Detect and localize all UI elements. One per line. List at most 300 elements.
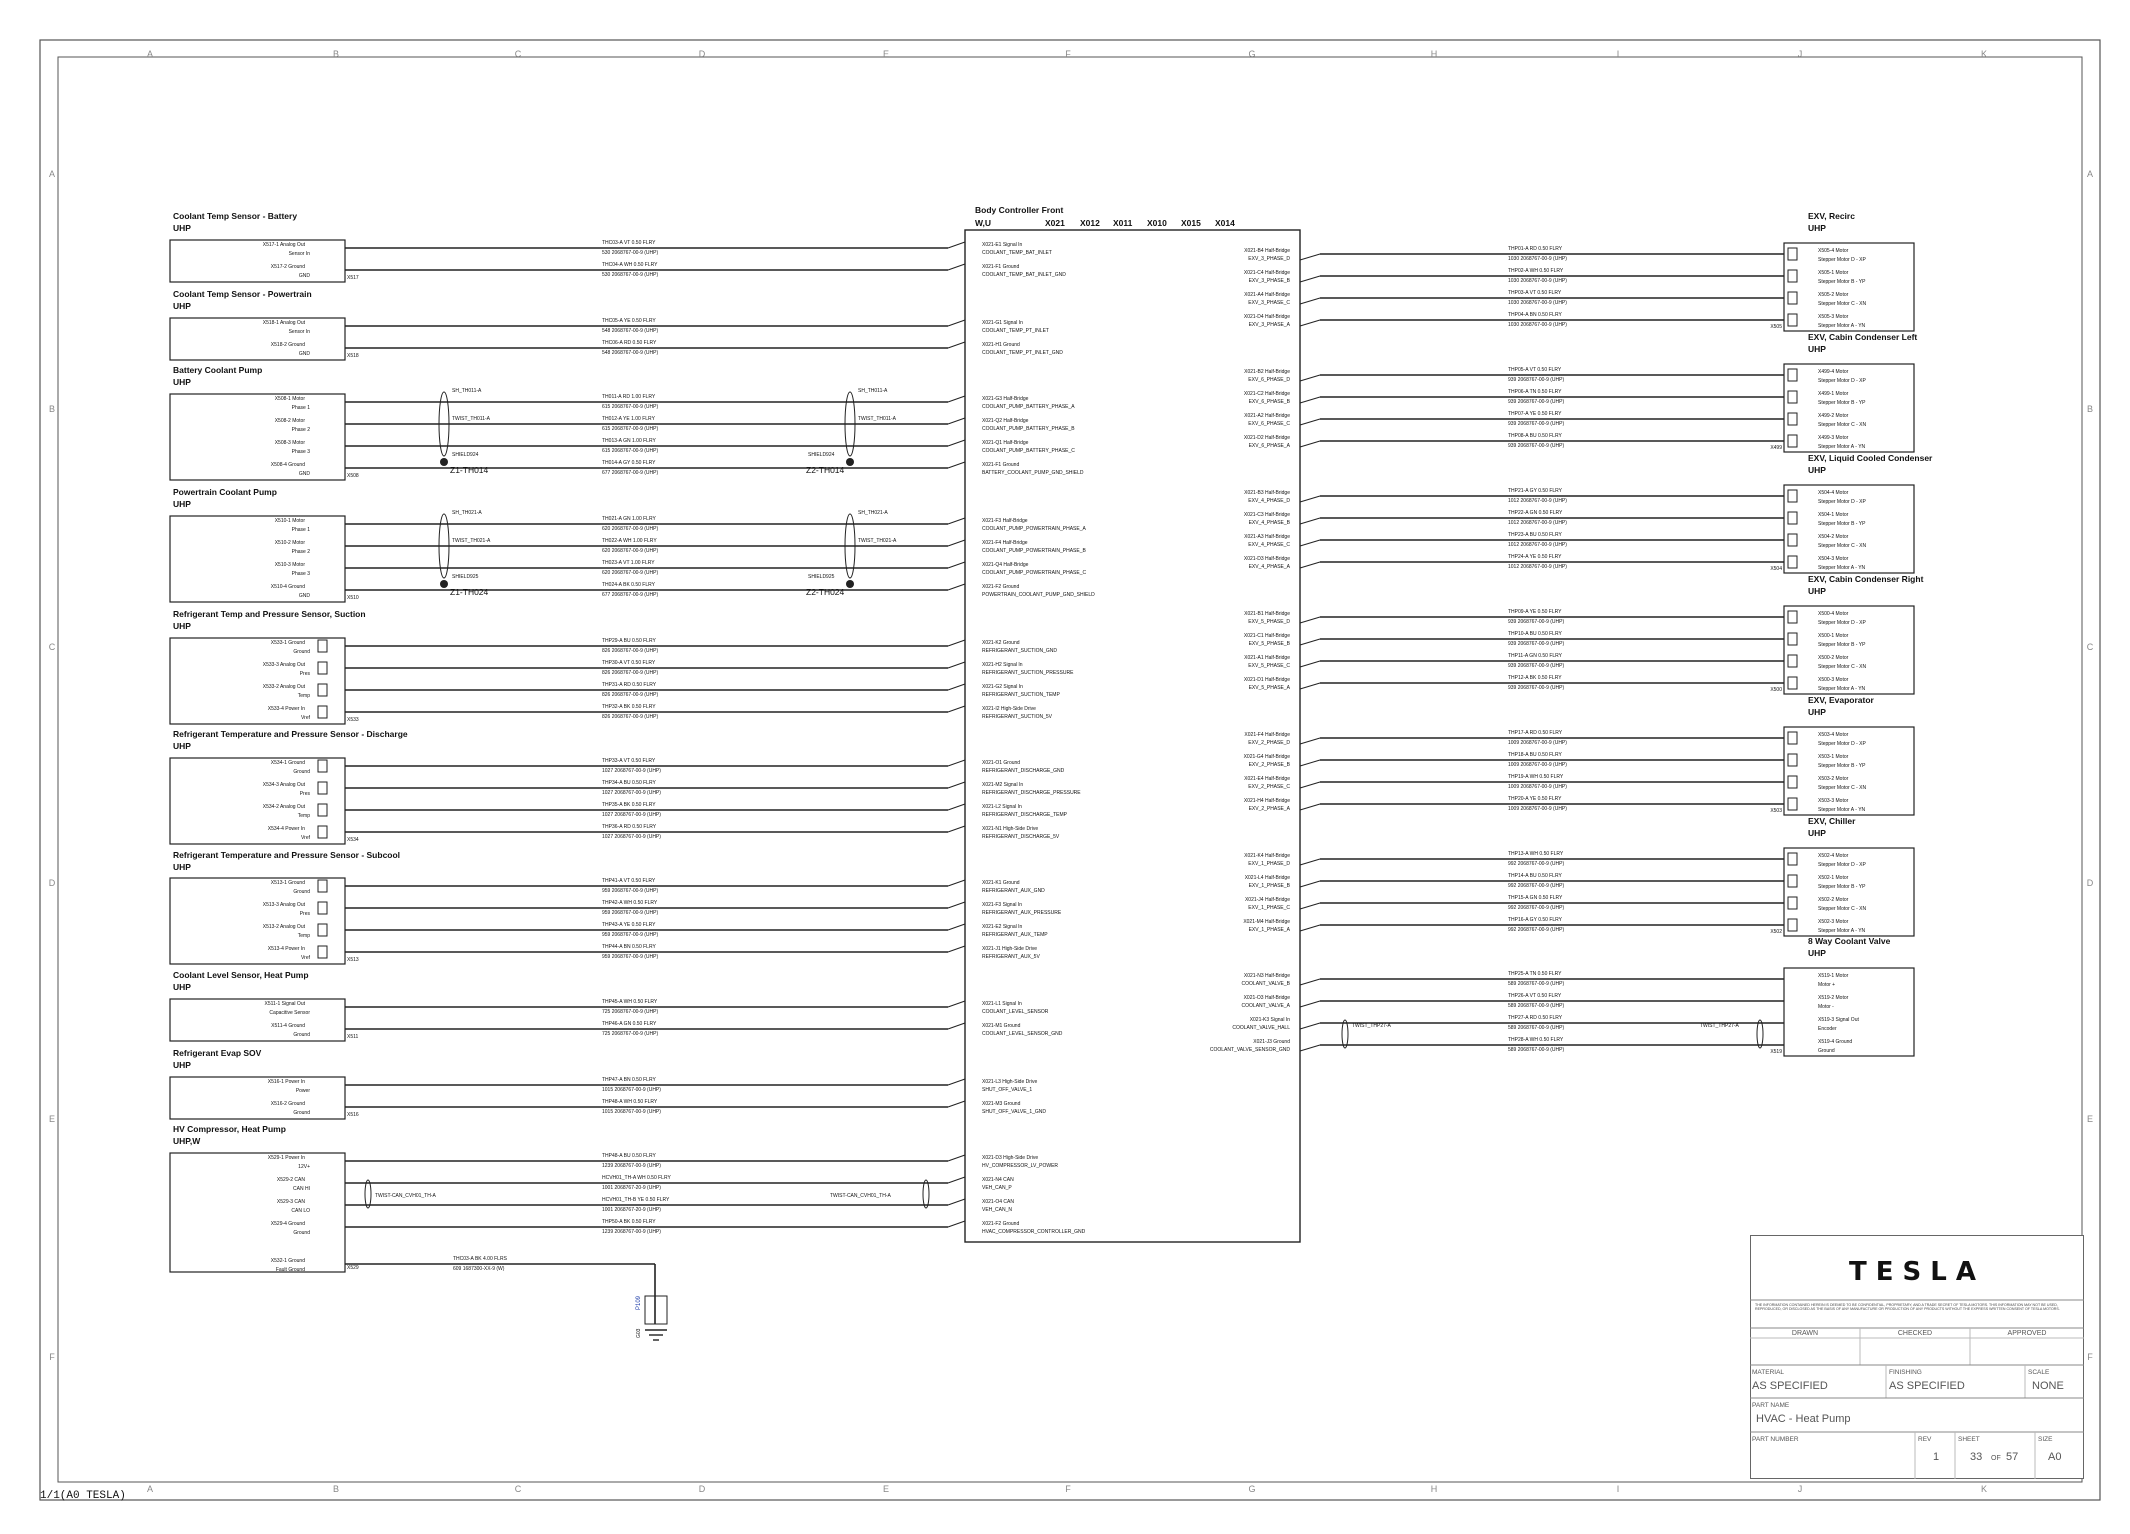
wire-label: THP17-A RD 0.50 FLRY <box>1508 730 1563 736</box>
right-components <box>1300 211 1933 1056</box>
pin-function: Vref <box>301 955 310 961</box>
pin-name: X534-1 Ground <box>270 760 305 766</box>
wire-part: 677 2068767-00-9 (UHP) <box>602 470 659 476</box>
grid-row-right: A <box>2086 169 2094 179</box>
controller-signal: COOLANT_VALVE_B <box>1241 981 1290 987</box>
pin-function: Stepper Motor B - YP <box>1818 642 1866 648</box>
wire-label: THC03-A BK 4.00 FLRS <box>453 1256 507 1262</box>
pin-name: X511-1 Signal Out <box>264 1001 305 1007</box>
controller-signal: REFRIGERANT_AUX_5V <box>982 954 1040 960</box>
pin-name: X505-3 Motor <box>1818 314 1849 320</box>
controller-pin: X021-G2 Signal In <box>982 684 1023 690</box>
controller-pin: X021-N4 CAN <box>982 1177 1014 1183</box>
wire-part: 959 2068767-00-9 (UHP) <box>602 932 659 938</box>
controller-pin: X021-L2 Signal In <box>982 804 1022 810</box>
pin-name: X499-1 Motor <box>1818 391 1849 397</box>
grid-col-top: H <box>1430 49 1438 59</box>
pin-box <box>1788 270 1797 282</box>
pin-name: X510-1 Motor <box>274 518 305 524</box>
grid-col-bottom: F <box>1065 1484 1071 1494</box>
wire-part: 959 2068767-00-9 (UHP) <box>602 910 659 916</box>
controller-pin: X021-D1 Half-Bridge <box>1243 677 1290 683</box>
connector-id: X534 <box>347 837 359 843</box>
left-component <box>170 1048 965 1119</box>
wire-part: 1015 2068767-00-9 (UHP) <box>602 1109 661 1115</box>
wire-label: THP33-A VT 0.50 FLRY <box>602 758 656 764</box>
controller-title: Body Controller Front <box>975 205 1064 215</box>
controller-signal: COOLANT_VALVE_SENSOR_GND <box>1209 1047 1290 1053</box>
controller-pin: X021-O3 Half-Bridge <box>1243 995 1290 1001</box>
wire-label: TH011-A RD 1.00 FLRY <box>602 394 656 400</box>
grid-row-right: D <box>2086 878 2094 888</box>
wire-break <box>1300 441 1320 447</box>
grid-col-top: J <box>1797 49 1803 59</box>
sensor-pin-box <box>318 684 327 696</box>
twist-label: TWIST_TH011-A <box>858 416 896 422</box>
wire-part: 620 2068767-00-9 (UHP) <box>602 548 659 554</box>
component-subtitle: UHP <box>1808 586 1826 596</box>
wire-part: 615 2068767-00-9 (UHP) <box>602 404 659 410</box>
twist-label: TWIST_TH021-A <box>452 538 491 544</box>
wire-break <box>948 418 965 424</box>
wire-part: 615 2068767-00-9 (UHP) <box>602 426 659 432</box>
sensor-pin-box <box>318 880 327 892</box>
controller-signal: COOLANT_LEVEL_SENSOR_GND <box>982 1031 1063 1037</box>
wire-part: 530 2068767-00-9 (UHP) <box>602 272 659 278</box>
controller-pin: X021-F3 Half-Bridge <box>982 518 1028 524</box>
pin-function: Ground <box>1818 1048 1835 1054</box>
material-label: MATERIAL <box>1752 1369 1785 1376</box>
pin-name: X504-4 Motor <box>1818 490 1849 496</box>
controller-signal: HV_COMPRESSOR_LV_POWER <box>982 1163 1059 1169</box>
wire-label: THP34-A BU 0.50 FLRY <box>602 780 656 786</box>
controller-pin: X021-M3 Ground <box>982 1101 1021 1107</box>
part-name-value: HVAC - Heat Pump <box>1756 1413 1851 1425</box>
sensor-pin-box <box>318 706 327 718</box>
pin-name: X510-2 Motor <box>274 540 305 546</box>
pin-function: Encoder <box>1818 1026 1837 1032</box>
controller-signal: EXV_6_PHASE_C <box>1248 421 1290 427</box>
pin-box <box>1788 369 1797 381</box>
component-subtitle: UHP <box>173 621 191 631</box>
size-label: SIZE <box>2038 1436 2053 1443</box>
sensor-pin-box <box>318 924 327 936</box>
pin-function: Temp <box>297 813 310 819</box>
wire-break <box>1300 859 1320 865</box>
shield-drain-dot <box>846 580 854 588</box>
pin-box <box>1788 490 1797 502</box>
checked-label: CHECKED <box>1897 1330 1933 1337</box>
shield-drain-dot <box>440 458 448 466</box>
wire-break <box>948 320 965 326</box>
controller-pin: X021-A3 Half-Bridge <box>1244 534 1290 540</box>
pin-function: Stepper Motor A - YN <box>1818 323 1866 329</box>
component-title: Refrigerant Evap SOV <box>173 1048 262 1058</box>
pin-name: X499-2 Motor <box>1818 413 1849 419</box>
grid-col-top: E <box>882 49 890 59</box>
pin-name: X529-2 CAN <box>276 1177 305 1183</box>
wire-break <box>1300 683 1320 689</box>
component-subtitle: UHP <box>1808 707 1826 717</box>
wire-label: TH024-A BK 0.50 FLRY <box>602 582 655 588</box>
wire-part: 677 2068767-00-9 (UHP) <box>602 592 659 598</box>
right-component <box>1300 453 1933 573</box>
controller-pin: X021-F3 Signal In <box>982 902 1023 908</box>
pin-box <box>1788 391 1797 403</box>
controller-pin: X021-E1 Signal In <box>982 242 1023 248</box>
pin-function: Stepper Motor C - XN <box>1818 785 1867 791</box>
shield-label: SH_TH011-A <box>452 388 482 394</box>
component-subtitle: UHP <box>1808 828 1826 838</box>
part-number-label: PART NUMBER <box>1752 1436 1799 1443</box>
pin-function: Stepper Motor A - YN <box>1818 565 1866 571</box>
wire-part: 1012 2068767-00-9 (UHP) <box>1508 520 1567 526</box>
component-subtitle: UHP <box>173 862 191 872</box>
wire-label: THC06-A RD 0.50 FLRY <box>602 340 657 346</box>
pin-name: X533-4 Power In <box>267 706 305 712</box>
wire-label: THP08-A BU 0.50 FLRY <box>1508 433 1562 439</box>
pin-function: Stepper Motor A - YN <box>1818 928 1866 934</box>
controller-signal: EXV_4_PHASE_C <box>1248 542 1290 548</box>
wire-label: THP30-A VT 0.50 FLRY <box>602 660 656 666</box>
wire-part: 939 2068767-00-9 (UHP) <box>1508 641 1565 647</box>
pin-name: X519-2 Motor <box>1818 995 1849 1001</box>
wire-label: THP48-A WH 0.50 FLRY <box>602 1099 658 1105</box>
pin-name: X533-3 Analog Out <box>262 662 305 668</box>
component-box <box>170 318 345 360</box>
controller-signal: EXV_1_PHASE_A <box>1248 927 1290 933</box>
finishing-label: FINISHING <box>1889 1369 1922 1376</box>
controller-signal: EXV_3_PHASE_A <box>1248 322 1290 328</box>
component-title: EXV, Cabin Condenser Right <box>1808 574 1924 584</box>
can-twist-label: TWIST-CAN_CVH01_TH-A <box>830 1193 891 1199</box>
wire-part: 548 2068767-00-9 (UHP) <box>602 328 659 334</box>
pin-function: Pres <box>299 911 310 917</box>
controller-signal: REFRIGERANT_DISCHARGE_5V <box>982 834 1060 840</box>
wire-part: 939 2068767-00-9 (UHP) <box>1508 663 1565 669</box>
grid-col-bottom: G <box>1248 1484 1256 1494</box>
pin-name: X533-1 Ground <box>270 640 305 646</box>
wire-break <box>948 684 965 690</box>
grid-row-left: C <box>48 642 56 652</box>
wire-break <box>1300 518 1320 524</box>
wire-label: TH023-A VT 1.00 FLRY <box>602 560 655 566</box>
component-subtitle: UHP <box>173 377 191 387</box>
controller-signal: COOLANT_PUMP_POWERTRAIN_PHASE_C <box>982 570 1087 576</box>
pin-box <box>1788 853 1797 865</box>
controller-pin: X021-F1 Ground <box>982 462 1020 468</box>
controller-pin: X021-C4 Half-Bridge <box>1243 270 1290 276</box>
wire-label: THP01-A RD 0.50 FLRY <box>1508 246 1563 252</box>
controller-signal: EXV_2_PHASE_D <box>1248 740 1290 746</box>
component-title: Refrigerant Temperature and Pressure Sensor - Discharge <box>173 729 408 739</box>
controller-pin: X021-F2 Ground <box>982 584 1020 590</box>
controller-signal: COOLANT_LEVEL_SENSOR <box>982 1009 1049 1015</box>
wire-break <box>1300 738 1320 744</box>
pin-name: X516-2 Ground <box>270 1101 305 1107</box>
can-twist <box>923 1180 929 1208</box>
pin-function: Fault Ground <box>275 1267 305 1273</box>
connector-id: X516 <box>347 1112 359 1118</box>
controller-pin: X021-G1 Signal In <box>982 320 1023 326</box>
wire-break <box>948 760 965 766</box>
part-name-label: PART NAME <box>1752 1402 1790 1409</box>
wire-label: THP27-A RD 0.50 FLRY <box>1508 1015 1563 1021</box>
pin-function: Stepper Motor D - XP <box>1818 862 1866 868</box>
grid-col-bottom: D <box>698 1484 706 1494</box>
valve-twist-label: TWIST_THP27-A <box>1700 1023 1739 1029</box>
right-component <box>1300 211 1914 331</box>
controller-pin: X021-M4 Half-Bridge <box>1243 919 1290 925</box>
title-block <box>1750 1235 2084 1479</box>
sheet-total: 57 <box>2006 1451 2019 1463</box>
wire-break <box>948 440 965 446</box>
pin-function: Ground <box>293 769 310 775</box>
connector-id: X499 <box>1770 445 1782 451</box>
wire-label: THP11-A GN 0.50 FLRY <box>1508 653 1563 659</box>
component-title: 8 Way Coolant Valve <box>1808 936 1891 946</box>
pin-name: X510-4 Ground <box>270 584 305 590</box>
wire-part: 1012 2068767-00-9 (UHP) <box>1508 564 1567 570</box>
grid-row-left: E <box>48 1114 56 1124</box>
controller-pin: X021-D3 High-Side Drive <box>982 1155 1039 1161</box>
splice-id: Z1-TH024 <box>450 587 489 597</box>
wire-label: THP32-A BK 0.50 FLRY <box>602 704 656 710</box>
grid-col-bottom: E <box>882 1484 890 1494</box>
sensor-pin-box <box>318 826 327 838</box>
pin-box <box>1788 655 1797 667</box>
pin-function: Phase 2 <box>291 427 310 433</box>
wire-break <box>1300 903 1320 909</box>
can-twist <box>365 1180 371 1208</box>
controller-pin: X021-C3 Half-Bridge <box>1243 512 1290 518</box>
wire-label: TH022-A WH 1.00 FLRY <box>602 538 657 544</box>
pin-function: Stepper Motor C - XN <box>1818 664 1867 670</box>
wire-break <box>948 1079 965 1085</box>
wire-part: 826 2068767-00-9 (UHP) <box>602 648 659 654</box>
controller-signal: VEH_CAN_N <box>982 1207 1013 1213</box>
pin-name: X534-2 Analog Out <box>262 804 305 810</box>
controller-signal: EXV_4_PHASE_D <box>1248 498 1290 504</box>
pin-function: Stepper Motor B - YP <box>1818 400 1866 406</box>
pin-function: 12V+ <box>298 1164 310 1170</box>
controller-pin: X021-L1 Signal In <box>982 1001 1022 1007</box>
controller-signal: EXV_5_PHASE_D <box>1248 619 1290 625</box>
pin-name: X532-1 Ground <box>270 1258 305 1264</box>
wire-label: TH012-A YE 1.00 FLRY <box>602 416 655 422</box>
wire-part: 1239 2068767-00-9 (UHP) <box>602 1163 661 1169</box>
left-component <box>170 850 965 964</box>
can-twist-label: TWIST-CAN_CVH01_TH-A <box>375 1193 436 1199</box>
grid-col-bottom: A <box>146 1484 154 1494</box>
shield-drain-dot <box>846 458 854 466</box>
controller-pin: X021-N1 High-Side Drive <box>982 826 1039 832</box>
controller-pin: X021-F4 Half-Bridge <box>982 540 1028 546</box>
wire-part: 959 2068767-00-9 (UHP) <box>602 888 659 894</box>
pin-box <box>1788 534 1797 546</box>
controller-pin: X021-C1 Half-Bridge <box>1243 633 1290 639</box>
wire-break <box>948 518 965 524</box>
controller-signal: EXV_2_PHASE_A <box>1248 806 1290 812</box>
controller-signal: COOLANT_TEMP_PT_INLET <box>982 328 1049 334</box>
grid-row-left: F <box>49 1352 55 1362</box>
pin-box <box>1788 248 1797 260</box>
controller-pin: X021-J3 Ground <box>1253 1039 1290 1045</box>
connector-id: X513 <box>347 957 359 963</box>
controller-pin: X021-O4 CAN <box>982 1199 1014 1205</box>
component-subtitle: UHP <box>1808 223 1826 233</box>
wire-label: THP26-A VT 0.50 FLRY <box>1508 993 1562 999</box>
grid-row-left: A <box>48 169 56 179</box>
component-title: HV Compressor, Heat Pump <box>173 1124 286 1134</box>
pin-name: X500-4 Motor <box>1818 611 1849 617</box>
pin-name: X513-2 Analog Out <box>262 924 305 930</box>
component-box <box>170 240 345 282</box>
wire-part: 1015 2068767-00-9 (UHP) <box>602 1087 661 1093</box>
wire-break <box>1300 419 1320 425</box>
controller-connector: X010 <box>1147 218 1167 228</box>
pin-name: X511-4 Ground <box>271 1023 305 1029</box>
grid-col-top: G <box>1248 49 1256 59</box>
wire-label: THP03-A VT 0.50 FLRY <box>1508 290 1562 296</box>
controller-signal: COOLANT_TEMP_PT_INLET_GND <box>982 350 1063 356</box>
wire-break <box>1300 397 1320 403</box>
wire-part: 1030 2068767-00-9 (UHP) <box>1508 256 1567 262</box>
wire-break <box>948 396 965 402</box>
component-box <box>170 878 345 964</box>
grid-row-right: B <box>2086 404 2094 414</box>
wire-part: 1030 2068767-00-9 (UHP) <box>1508 278 1567 284</box>
pin-name: X502-1 Motor <box>1818 875 1849 881</box>
component-title: EXV, Cabin Condenser Left <box>1808 332 1918 342</box>
component-box <box>170 394 345 480</box>
sheet-label: SHEET <box>1958 1436 1980 1443</box>
right-component <box>1300 574 1924 694</box>
pin-function: Phase 1 <box>291 405 310 411</box>
sensor-pin-box <box>318 782 327 794</box>
wire-part: 609 1687300-XX-9 (W) <box>453 1266 505 1272</box>
controller-signal: EXV_2_PHASE_B <box>1248 762 1290 768</box>
connector-id: X504 <box>1770 566 1782 572</box>
connector-id: X519 <box>1770 1049 1782 1055</box>
controller-signal: EXV_3_PHASE_C <box>1248 300 1290 306</box>
pin-name: X510-3 Motor <box>274 562 305 568</box>
controller-pin: X021-A4 Half-Bridge <box>1244 292 1290 298</box>
wire-label: THC05-A YE 0.50 FLRY <box>602 318 656 324</box>
material-value: AS SPECIFIED <box>1752 1380 1828 1392</box>
pin-function: Ground <box>293 1230 310 1236</box>
wire-label: THP35-A BK 0.50 FLRY <box>602 802 656 808</box>
pin-name: X503-3 Motor <box>1818 798 1849 804</box>
wire-part: 1030 2068767-00-9 (UHP) <box>1508 300 1567 306</box>
pin-function: Sensor In <box>288 251 310 257</box>
pin-function: GND <box>298 593 310 599</box>
component-box <box>170 758 345 844</box>
approved-label: APPROVED <box>2007 1330 2047 1337</box>
wire-part: 1009 2068767-00-9 (UHP) <box>1508 806 1567 812</box>
controller-signal: REFRIGERANT_AUX_TEMP <box>982 932 1048 938</box>
controller-signal: EXV_6_PHASE_A <box>1248 443 1290 449</box>
grid-col-bottom: C <box>514 1484 522 1494</box>
pin-function: Temp <box>297 693 310 699</box>
wire-break <box>1300 979 1320 985</box>
component-title: EXV, Chiller <box>1808 816 1856 826</box>
wire-part: 1009 2068767-00-9 (UHP) <box>1508 740 1567 746</box>
wire-label: THP24-A YE 0.50 FLRY <box>1508 554 1562 560</box>
controller-signal: SHUT_OFF_VALVE_1 <box>982 1087 1033 1093</box>
controller-pin: X021-H4 Half-Bridge <box>1243 798 1290 804</box>
controller-pin: X021-K4 Half-Bridge <box>1244 853 1290 859</box>
pin-name: X504-2 Motor <box>1818 534 1849 540</box>
controller-signal: REFRIGERANT_DISCHARGE_GND <box>982 768 1065 774</box>
wire-part: 1027 2068767-00-9 (UHP) <box>602 790 661 796</box>
grid-row-left: D <box>48 878 56 888</box>
component-subtitle: UHP <box>173 741 191 751</box>
wire-break <box>1300 540 1320 546</box>
controller-pin: X021-F1 Ground <box>982 264 1020 270</box>
component-subtitle: UHP <box>173 499 191 509</box>
connector-id: X503 <box>1770 808 1782 814</box>
component-title: Coolant Temp Sensor - Battery <box>173 211 298 221</box>
grid-col-top: C <box>514 49 522 59</box>
wire-break <box>1300 639 1320 645</box>
pin-function: Phase 3 <box>291 571 310 577</box>
grid-row-left: B <box>48 404 56 414</box>
ground-point-id: P109 <box>636 1295 642 1310</box>
connector-id: X533 <box>347 717 359 723</box>
valve-twist-label: TWIST_THP27-A <box>1352 1023 1391 1029</box>
pin-box <box>1788 435 1797 447</box>
component-subtitle: UHP <box>1808 465 1826 475</box>
controller-signal: COOLANT_TEMP_BAT_INLET_GND <box>982 272 1066 278</box>
wire-part: 1030 2068767-00-9 (UHP) <box>1508 322 1567 328</box>
wire-part: 826 2068767-00-9 (UHP) <box>602 670 659 676</box>
pin-name: X534-3 Analog Out <box>262 782 305 788</box>
controller-pin: X021-J4 Half-Bridge <box>1244 897 1290 903</box>
grid-col-top: A <box>146 49 154 59</box>
wire-part: 725 2068767-00-9 (UHP) <box>602 1031 659 1037</box>
pin-name: X529-1 Power In <box>267 1155 305 1161</box>
pin-function: Power <box>295 1088 310 1094</box>
wire-label: THP16-A GY 0.50 FLRY <box>1508 917 1563 923</box>
wire-label: THP22-A GN 0.50 FLRY <box>1508 510 1563 516</box>
controller-pin: X021-D2 Half-Bridge <box>1243 435 1290 441</box>
wire-part: 826 2068767-00-9 (UHP) <box>602 714 659 720</box>
pin-function: Vref <box>301 715 310 721</box>
controller-pin: X021-N3 Half-Bridge <box>1243 973 1290 979</box>
controller-pin: X021-H1 Ground <box>982 342 1020 348</box>
valve-twist <box>1342 1020 1348 1048</box>
controller-signal: COOLANT_PUMP_BATTERY_PHASE_B <box>982 426 1075 432</box>
wire-break <box>948 946 965 952</box>
wire-part: 548 2068767-00-9 (UHP) <box>602 350 659 356</box>
wire-label: THP47-A BN 0.50 FLRY <box>602 1077 656 1083</box>
wire-part: 1027 2068767-00-9 (UHP) <box>602 768 661 774</box>
splice-id: Z2-TH024 <box>806 587 845 597</box>
controller-signal: REFRIGERANT_AUX_PRESSURE <box>982 910 1062 916</box>
controller-connector: X011 <box>1113 218 1133 228</box>
controller-signal: VEH_CAN_P <box>982 1185 1012 1191</box>
pin-box <box>1788 633 1797 645</box>
controller-signal: EXV_4_PHASE_B <box>1248 520 1290 526</box>
wire-label: THP23-A BU 0.50 FLRY <box>1508 532 1562 538</box>
wire-break <box>1300 320 1320 326</box>
connector-id: X511 <box>347 1034 359 1040</box>
sheet-footer: 1/1(A0 TESLA) <box>40 1490 126 1502</box>
left-component <box>170 729 965 844</box>
pin-name: X516-1 Power In <box>267 1079 305 1085</box>
pin-box <box>1788 875 1797 887</box>
